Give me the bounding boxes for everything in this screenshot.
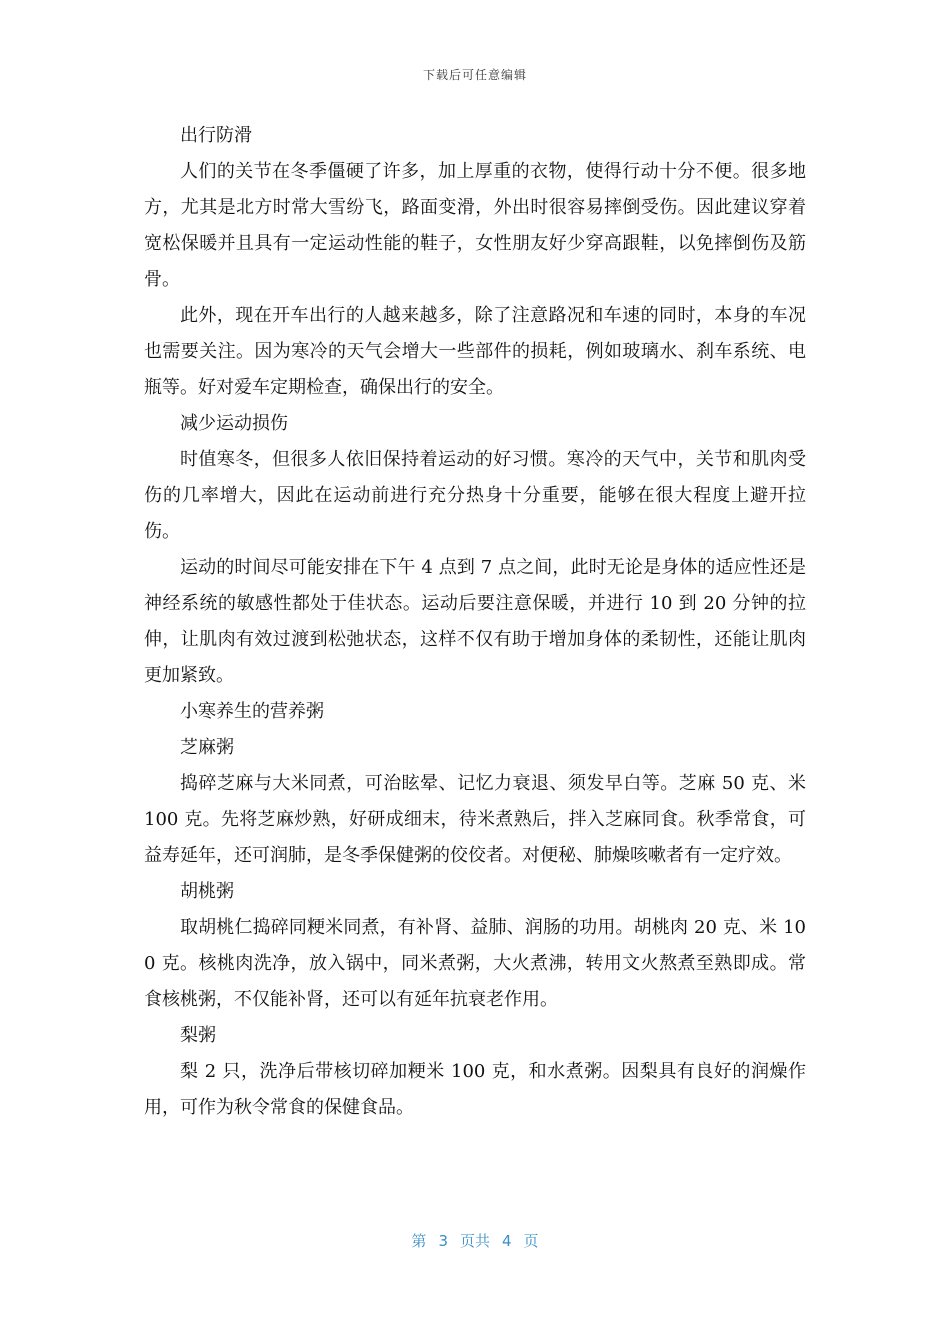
document-body: [144, 118, 806, 1126]
footer-middle: 页共: [459, 1232, 490, 1250]
paragraph-exercise-2: 运动的时间尽可能安排在下午 4 点到 7 点之间，此时无论是身体的适应性还是神经系统的敏感性都处于佳状态。运动后要注意保暖，并进行 10 到 20 分钟的拉伸，让肌肉有效过渡到松弛状态，这样不仅有助于增加身体的柔韧性，还能让肌肉更加紧致。: [144, 557, 806, 686]
footer-total-pages: 4: [502, 1232, 512, 1250]
section-heading-porridge: 小寒养生的营养粥: [180, 701, 324, 722]
footer-page-number: 3: [438, 1232, 448, 1250]
subheading-sesame: 芝麻粥: [180, 737, 234, 758]
page-footer: [0, 1230, 950, 1251]
paragraph-travel-1: 人们的关节在冬季僵硬了许多，加上厚重的衣物，使得行动十分不便。很多地方，尤其是北方时常大雪纷飞，路面变滑，外出时很容易摔倒受伤。因此建议穿着宽松保暖并且具有一定运动性能的鞋子，女性朋友好少穿高跟鞋，以免摔倒伤及筋骨。: [144, 161, 806, 290]
paragraph-sesame: 捣碎芝麻与大米同煮，可治眩晕、记忆力衰退、须发早白等。芝麻 50 克、米 100 克。先将芝麻炒熟，好研成细末，待米煮熟后，拌入芝麻同食。秋季常食，可益寿延年，还可润肺，是冬季保健粥的佼佼者。对便秘、肺燥咳嗽者有一定疗效。: [144, 773, 806, 866]
paragraph-pear: 梨 2 只，洗净后带核切碎加粳米 100 克，和水煮粥。因梨具有良好的润燥作用，可作为秋令常食的保健食品。: [144, 1061, 806, 1118]
paragraph-walnut: 取胡桃仁捣碎同粳米同煮，有补肾、益肺、润肠的功用。胡桃肉 20 克、米 100 克。核桃肉洗净，放入锅中，同米煮粥，大火煮沸，转用文火熬煮至熟即成。常食核桃粥，不仅能补肾，还可以有延年抗衰老作用。: [144, 917, 806, 1010]
footer-suffix: 页: [523, 1232, 539, 1250]
subheading-pear: 梨粥: [180, 1025, 216, 1046]
paragraph-exercise-1: 时值寒冬，但很多人依旧保持着运动的好习惯。寒冷的天气中，关节和肌肉受伤的几率增大，因此在运动前进行充分热身十分重要，能够在很大程度上避开拉伤。: [144, 449, 806, 542]
section-heading-exercise: 减少运动损伤: [180, 413, 288, 434]
paragraph-travel-2: 此外，现在开车出行的人越来越多，除了注意路况和车速的同时，本身的车况也需要关注。因为寒冷的天气会增大一些部件的损耗，例如玻璃水、刹车系统、电瓶等。好对爱车定期检查，确保出行的安全。: [144, 305, 806, 398]
page-header: 下载后可任意编辑: [422, 68, 527, 82]
section-heading-travel: 出行防滑: [180, 125, 252, 146]
subheading-walnut: 胡桃粥: [180, 881, 234, 902]
footer-prefix: 第: [411, 1232, 427, 1250]
